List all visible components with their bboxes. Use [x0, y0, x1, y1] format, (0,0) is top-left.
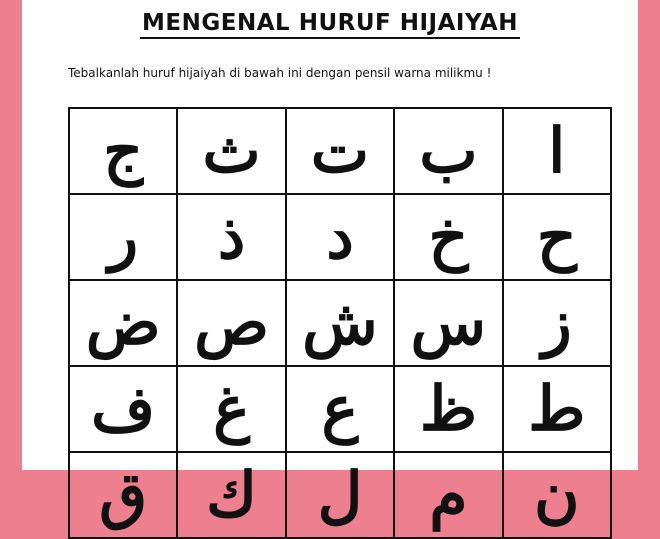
letter-cell [287, 109, 395, 195]
letter-cell [504, 367, 612, 453]
letter-cell [178, 367, 286, 453]
letter-ghain: غ [213, 372, 251, 445]
letter-cell [395, 453, 503, 539]
letter-alif: ا [548, 114, 566, 187]
letter-ra: ر [108, 200, 139, 273]
letter-cell [395, 195, 503, 281]
letter-jim: ج [103, 114, 144, 187]
letter-sin: س [410, 286, 487, 359]
letter-cell [504, 109, 612, 195]
letter-cell [70, 195, 178, 281]
letter-cell [70, 281, 178, 367]
letter-syin: ش [302, 286, 378, 359]
letter-ba: ب [419, 114, 478, 187]
letter-cell [178, 453, 286, 539]
letter-kha: خ [428, 200, 469, 273]
letter-cell [70, 367, 178, 453]
letter-dzal: ذ [217, 200, 246, 273]
letter-dal: د [326, 200, 354, 273]
letter-tha: ط [528, 372, 586, 445]
letter-tsa: ث [202, 114, 261, 187]
letter-cell [395, 367, 503, 453]
letter-cell [504, 195, 612, 281]
letter-mim: م [429, 458, 468, 531]
letter-cell [70, 453, 178, 539]
letter-shad: ص [194, 286, 270, 359]
letter-zai: ز [541, 286, 572, 359]
letter-cell [287, 281, 395, 367]
letter-fa: ف [91, 372, 156, 445]
page-title-text: MENGENAL HURUF HIJAIYAH [140, 10, 520, 39]
letter-cell [70, 109, 178, 195]
letter-cell [395, 281, 503, 367]
letter-cell [504, 453, 612, 539]
page-title [22, 10, 638, 36]
letter-zha: ظ [419, 372, 478, 445]
letter-cell [395, 109, 503, 195]
letter-lam: ل [317, 458, 363, 531]
letter-qaf: ق [99, 458, 148, 531]
letter-ta: ت [310, 114, 370, 187]
letter-cell [287, 453, 395, 539]
letter-ain: ع [321, 372, 359, 445]
letter-ha: ح [536, 200, 577, 273]
letter-cell [178, 281, 286, 367]
letter-cell [178, 109, 286, 195]
instruction-text: Tebalkanlah huruf hijaiyah di bawah ini dengan pensil warna milikmu ! [68, 66, 492, 80]
letter-kaf: ك [206, 458, 258, 531]
worksheet-page [22, 0, 638, 531]
letter-nun: ن [534, 458, 580, 531]
letter-cell [504, 281, 612, 367]
letter-cell [287, 195, 395, 281]
letter-cell [287, 367, 395, 453]
letter-dhad: ض [85, 286, 161, 359]
letter-cell [178, 195, 286, 281]
letter-grid [68, 107, 612, 539]
